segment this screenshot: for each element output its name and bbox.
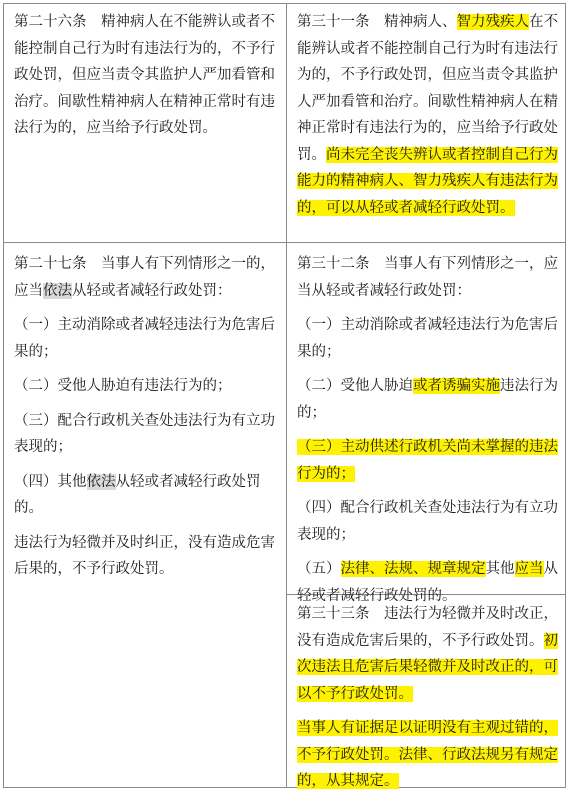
article-32-item-2: （二）受他人胁迫或者诱骗实施违法行为的； xyxy=(297,378,558,421)
article-33-text: 第三十三条 违法行为轻微并及时改正，没有造成危害后果的，不予行政处罚。初次违法且危害后果轻微并及时改正的，可以不予行政处罚。 xyxy=(297,606,558,702)
article-31-text: 第三十一条 精神病人、智力残疾人在不能辨认或者不能控制自己行为时有违法行为的，不予行政处罚，但应当责令其监护人严加看管和治疗。间歇性精神病人在精神正常时有违法行为的，应当给予行政处罚。尚未完全丧失辨认或者控制自己行为能力的精神病人、智力残疾人有违法行为的，可以从轻或者减轻行政处罚。 xyxy=(297,14,558,216)
highlight-changed-text: 依法 xyxy=(86,473,116,490)
cell-article-32 xyxy=(287,251,565,609)
highlight-added-text: 应当 xyxy=(514,561,544,577)
article-32-item-3 xyxy=(297,434,559,487)
cell-article-33 xyxy=(287,601,565,795)
cell-article-31 xyxy=(287,9,565,221)
highlight-added-text: 智力残疾人 xyxy=(456,14,529,30)
article-33-paragraph-2 xyxy=(297,715,559,795)
highlight-added-text: 或者诱骗实施 xyxy=(413,378,500,394)
highlight-changed-text: 依法 xyxy=(43,282,72,299)
article-27-item-2: （二）受他人胁迫有违法行为的； xyxy=(14,378,232,394)
highlight-added-text: 初次违法且危害后果轻微并及时改正的，可以不予行政处罚。 xyxy=(297,632,558,702)
article-27-item-4: （四）其他依法从轻或者减轻行政处罚的。 xyxy=(14,473,261,516)
article-27-intro: 第二十七条 当事人有下列情形之一的，应当依法从轻或者减轻行政处罚： xyxy=(14,256,275,299)
cell-article-27 xyxy=(4,251,286,583)
highlight-added-text: （三）主动供述行政机关尚未掌握的违法行为的； xyxy=(297,439,558,482)
article-32-item-1: （一）主动消除或者减轻违法行为危害后果的； xyxy=(297,317,558,360)
cell-article-26 xyxy=(4,9,286,142)
article-32-item-4: （四）配合行政机关查处违法行为有立功表现的； xyxy=(297,500,558,543)
comparison-table xyxy=(3,3,566,788)
article-27-paragraph-2: 违法行为轻微并及时纠正，没有造成危害后果的，不予行政处罚。 xyxy=(14,534,275,577)
article-27-item-1: （一）主动消除或者减轻违法行为危害后果的； xyxy=(14,317,275,360)
article-26-text: 第二十六条 精神病人在不能辨认或者不能控制自己行为时有违法行为的，不予行政处罚，但应当责令其监护人严加看管和治疗。间歇性精神病人在精神正常时有违法行为的，应当给予行政处罚。 xyxy=(14,14,275,136)
highlight-added-text: 法律、法规、规章规定 xyxy=(340,561,486,577)
article-32-item-5: （五）法律、法规、规章规定其他应当从轻或者减轻行政处罚的。 xyxy=(297,561,558,604)
highlight-added-text: 当事人有证据足以证明没有主观过错的，不予行政处罚。法律、行政法规另有规定的，从其规定。 xyxy=(297,720,558,789)
article-32-intro: 第三十二条 当事人有下列情形之一，应当从轻或者减轻行政处罚： xyxy=(297,256,558,299)
row-divider xyxy=(4,242,565,243)
highlight-added-text: 尚未完全丧失辨认或者控制自己行为能力的精神病人、智力残疾人有违法行为的，可以从轻或者减轻行政处罚。 xyxy=(297,146,558,216)
article-27-item-3: （三）配合行政机关查处违法行为有立功表现的； xyxy=(14,412,275,455)
